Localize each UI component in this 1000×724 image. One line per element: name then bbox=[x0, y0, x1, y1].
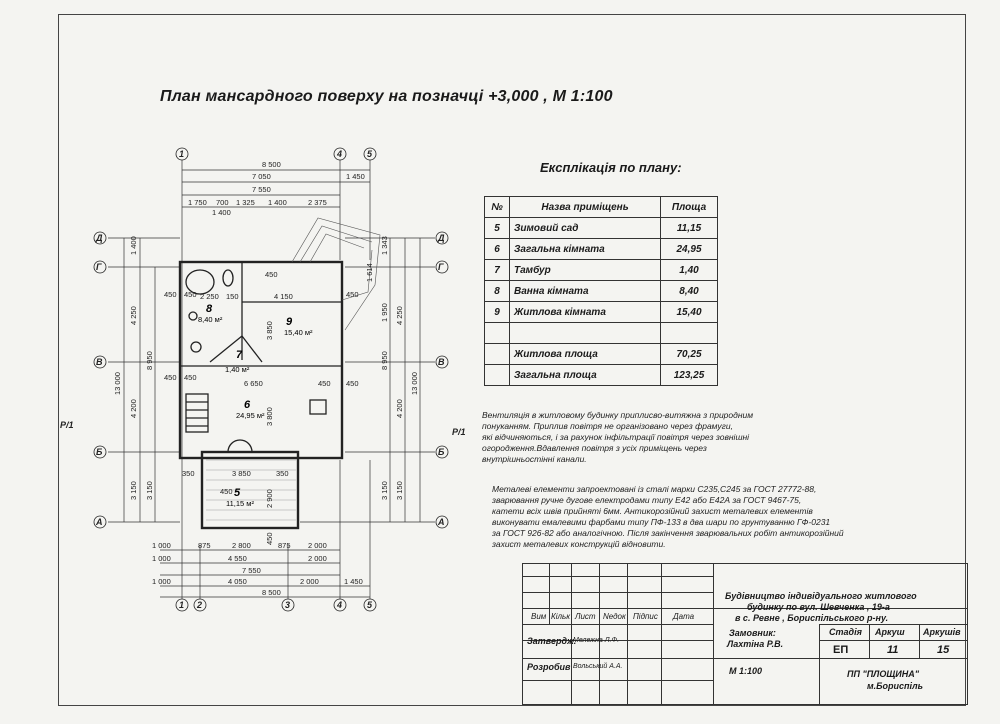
axis-right-b: Б bbox=[438, 447, 445, 457]
note-line: захист металевих конструкцій відновити. bbox=[492, 539, 666, 549]
note-line: огородження.Вдавлення повітря з усіх приміщень через bbox=[482, 443, 707, 453]
dim-top: 1 400 bbox=[212, 208, 231, 217]
note-line: внутрішньостінні канали. bbox=[482, 454, 587, 464]
approved-name: Мележна Л.Ф. bbox=[573, 637, 620, 644]
scale-label: М 1:100 bbox=[729, 666, 763, 676]
row-name: Загальна кімната bbox=[510, 239, 661, 260]
row-area: 1,40 bbox=[661, 260, 718, 281]
dim-bottom: 1 000 bbox=[152, 541, 171, 550]
table-header-row bbox=[485, 197, 718, 218]
living-area-value: 70,25 bbox=[661, 344, 718, 365]
dim-top: 1 750 bbox=[188, 198, 207, 207]
row-name: Житлова кімната bbox=[510, 302, 661, 323]
client-name: Лахтіна Р.В. bbox=[727, 639, 784, 649]
sheets-value: 15 bbox=[937, 644, 950, 656]
dim-inner: 450 bbox=[318, 379, 331, 388]
dim-inner: 3 850 bbox=[265, 321, 274, 340]
plan-title: План мансардного поверху на позначці +3,000 , М 1:100 bbox=[160, 88, 613, 105]
dim-inner: 3 800 bbox=[265, 407, 274, 426]
sheet-header: Аркуш bbox=[875, 627, 905, 637]
col-area-header: Площа bbox=[661, 197, 718, 218]
dim-inner: 3 850 bbox=[232, 469, 251, 478]
axis-left-b: Б bbox=[96, 447, 103, 457]
room-6-number: 6 bbox=[244, 399, 251, 411]
dim-right: 3 150 bbox=[380, 481, 389, 500]
table-row bbox=[485, 281, 718, 302]
dim-bottom: 875 bbox=[198, 541, 211, 550]
dim-inner: 450 bbox=[184, 290, 197, 299]
dim-inner: 2 250 bbox=[200, 292, 219, 301]
dim-bottom: 1 000 bbox=[152, 554, 171, 563]
row-no: 8 bbox=[485, 281, 510, 302]
dim-top: 7 550 bbox=[252, 185, 271, 194]
explication-table bbox=[484, 196, 718, 386]
header-vim: Вим bbox=[531, 612, 547, 621]
row-no: 5 bbox=[485, 218, 510, 239]
dim-right: 4 200 bbox=[395, 399, 404, 418]
room-9-number: 9 bbox=[286, 316, 293, 328]
header-nedok: Nедок bbox=[603, 612, 626, 621]
note-line: які відчиняються, і за рахунок інфільтрації повітря через зовнішні bbox=[482, 432, 750, 442]
dim-right: 3 150 bbox=[395, 481, 404, 500]
dim-inner: 350 bbox=[182, 469, 195, 478]
dim-bottom: 2 800 bbox=[232, 541, 251, 550]
dim-top: 7 050 bbox=[252, 172, 271, 181]
row-area: 15,40 bbox=[661, 302, 718, 323]
axis-top-5: 5 bbox=[367, 149, 373, 159]
dim-inner: 450 bbox=[265, 270, 278, 279]
table-row-empty bbox=[485, 323, 718, 344]
dim-bottom: 4 550 bbox=[228, 554, 247, 563]
dim-bottom: 1 450 bbox=[344, 577, 363, 586]
title-block bbox=[522, 563, 968, 705]
row-no: 7 bbox=[485, 260, 510, 281]
stage-value: ЕП bbox=[833, 644, 849, 656]
dim-right: 4 250 bbox=[395, 306, 404, 325]
sheets-header: Аркушів bbox=[923, 627, 961, 637]
dim-right: 1 614 bbox=[365, 263, 374, 282]
axis-right-d: Д bbox=[438, 233, 445, 243]
stage-header: Стадія bbox=[829, 627, 862, 637]
axis-left-a: А bbox=[96, 517, 103, 527]
note-line: катети всіх швів прийняті 6мм. Антикорозійний захист металевих елементів bbox=[492, 506, 813, 516]
axis-right-a: А bbox=[438, 517, 445, 527]
table-row bbox=[485, 239, 718, 260]
axis-right-g: Г bbox=[438, 262, 444, 272]
row-area: 24,95 bbox=[661, 239, 718, 260]
dim-right: 1 950 bbox=[380, 303, 389, 322]
axis-left-d: Д bbox=[96, 233, 103, 243]
axis-left-g: Г bbox=[96, 262, 102, 272]
dim-left: 8 950 bbox=[145, 351, 154, 370]
note-line: виконувати емалевими фарбами типу ПФ-133 в два шари по грунтуванню ГФ-0231 bbox=[492, 517, 831, 527]
axis-top-1: 1 bbox=[179, 149, 185, 159]
header-pidpys: Підпис bbox=[633, 612, 658, 621]
table-row bbox=[485, 218, 718, 239]
dim-inner: 6 650 bbox=[244, 379, 263, 388]
dim-inner: 450 bbox=[346, 379, 359, 388]
dim-right: 13 000 bbox=[410, 372, 419, 395]
col-name-header: Назва приміщень bbox=[510, 197, 661, 218]
explication-heading: Експлікація по плану: bbox=[540, 160, 682, 175]
dim-bottom: 2 000 bbox=[308, 554, 327, 563]
room-6-area: 24,95 м² bbox=[236, 411, 265, 420]
room-5-area: 11,15 м² bbox=[226, 499, 254, 508]
organization-city: м.Бориспіль bbox=[867, 681, 923, 691]
header-lyst: Лист bbox=[575, 612, 596, 621]
note-line: за ГОСТ 926-82 або аналогічною. Після закінчення зварювальних робіт антикорозійний bbox=[492, 528, 844, 538]
row-area: 11,15 bbox=[661, 218, 718, 239]
dim-bottom: 2 000 bbox=[300, 577, 319, 586]
room-8-number: 8 bbox=[206, 303, 213, 315]
dim-top: 1 400 bbox=[268, 198, 287, 207]
dim-top: 2 375 bbox=[308, 198, 327, 207]
table-row bbox=[485, 302, 718, 323]
dim-top: 8 500 bbox=[262, 160, 281, 169]
dim-bottom: 7 550 bbox=[242, 566, 261, 575]
dim-left: 3 150 bbox=[129, 481, 138, 500]
metal-note bbox=[492, 484, 844, 550]
axis-bottom-3: 3 bbox=[285, 600, 291, 610]
dim-bottom: 2 000 bbox=[308, 541, 327, 550]
dim-bottom: 8 500 bbox=[262, 588, 281, 597]
organization-name: ПП "ПЛОЩИНА" bbox=[847, 669, 920, 679]
row-name: Ванна кімната bbox=[510, 281, 661, 302]
axis-right-v: В bbox=[438, 357, 445, 367]
header-kilk: Кільк bbox=[551, 612, 570, 621]
table-row-total bbox=[485, 365, 718, 386]
note-line: понуканням. Приплив повітря не організовано через фрамуги, bbox=[482, 421, 733, 431]
dim-left: 4 200 bbox=[129, 399, 138, 418]
dim-inner: 450 bbox=[265, 532, 274, 545]
axis-bottom-2: 2 bbox=[197, 600, 203, 610]
dim-bottom: 4 050 bbox=[228, 577, 247, 586]
dim-right: 8 950 bbox=[380, 351, 389, 370]
room-5-number: 5 bbox=[234, 487, 241, 499]
row-area: 8,40 bbox=[661, 281, 718, 302]
client-label: Замовник: bbox=[729, 628, 776, 638]
total-area-label: Загальна площа bbox=[510, 365, 661, 386]
axis-top-4: 4 bbox=[337, 149, 343, 159]
dim-inner: 450 bbox=[346, 290, 359, 299]
developed-name: Вольський А.А. bbox=[573, 663, 623, 670]
dim-inner: 4 150 bbox=[274, 292, 293, 301]
row-name: Зимовий сад bbox=[510, 218, 661, 239]
room-7-area: 1,40 м² bbox=[225, 365, 250, 374]
dim-left: 13 000 bbox=[113, 372, 122, 395]
project-line-3: в с. Ревне , Бориспільського р-ну. bbox=[735, 613, 889, 623]
note-line: зварювання ручне дугове електродами типу Е42 або Е42А за ГОСТ 9467-75, bbox=[492, 495, 802, 505]
dim-right: 1 343 bbox=[380, 236, 389, 255]
living-area-label: Житлова площа bbox=[510, 344, 661, 365]
dim-bottom: 1 000 bbox=[152, 577, 171, 586]
total-area-value: 123,25 bbox=[661, 365, 718, 386]
dim-top: 1 325 bbox=[236, 198, 255, 207]
row-name: Тамбур bbox=[510, 260, 661, 281]
dim-inner: 450 bbox=[164, 290, 177, 299]
dim-inner: 150 bbox=[226, 292, 239, 301]
project-line-1: Будівництво індивідуального житлового bbox=[725, 591, 917, 601]
note-line: Вентиляція в житловому будинку приплиcво-витяжна з природним bbox=[482, 410, 754, 420]
header-data: Дата bbox=[673, 612, 695, 621]
dim-top: 700 bbox=[216, 198, 229, 207]
approved-label: Затвердж. bbox=[527, 636, 577, 646]
section-mark-left: Р/1 bbox=[60, 420, 74, 430]
dim-inner: 2 900 bbox=[265, 489, 274, 508]
developed-label: Розробив bbox=[527, 662, 571, 672]
axis-bottom-5: 5 bbox=[367, 600, 373, 610]
room-8-area: 8,40 м² bbox=[198, 315, 223, 324]
axis-left-v: В bbox=[96, 357, 103, 367]
dim-left: 4 250 bbox=[129, 306, 138, 325]
table-row bbox=[485, 260, 718, 281]
project-line-2: будинку по вул. Шевченка , 19-а bbox=[747, 602, 890, 612]
ventilation-note bbox=[482, 410, 753, 465]
dim-bottom: 875 bbox=[278, 541, 291, 550]
dim-inner: 350 bbox=[276, 469, 289, 478]
section-mark-right: Р/1 bbox=[452, 427, 466, 437]
row-no: 9 bbox=[485, 302, 510, 323]
dim-top: 1 450 bbox=[346, 172, 365, 181]
dim-inner: 450 bbox=[220, 487, 233, 496]
col-no-header: № bbox=[485, 197, 510, 218]
room-7-number: 7 bbox=[236, 349, 243, 361]
axis-bottom-4: 4 bbox=[337, 600, 343, 610]
sheet-value: 11 bbox=[887, 644, 899, 656]
dim-inner: 450 bbox=[164, 373, 177, 382]
row-no: 6 bbox=[485, 239, 510, 260]
axis-bottom-1: 1 bbox=[179, 600, 185, 610]
dim-inner: 450 bbox=[184, 373, 197, 382]
note-line: Металеві елементи запроектовані із сталі марки С235,С245 за ГОСТ 27772-88, bbox=[492, 484, 817, 494]
table-row-living bbox=[485, 344, 718, 365]
room-9-area: 15,40 м² bbox=[284, 328, 313, 337]
dim-left: 1 400 bbox=[129, 236, 138, 255]
dim-left: 3 150 bbox=[145, 481, 154, 500]
